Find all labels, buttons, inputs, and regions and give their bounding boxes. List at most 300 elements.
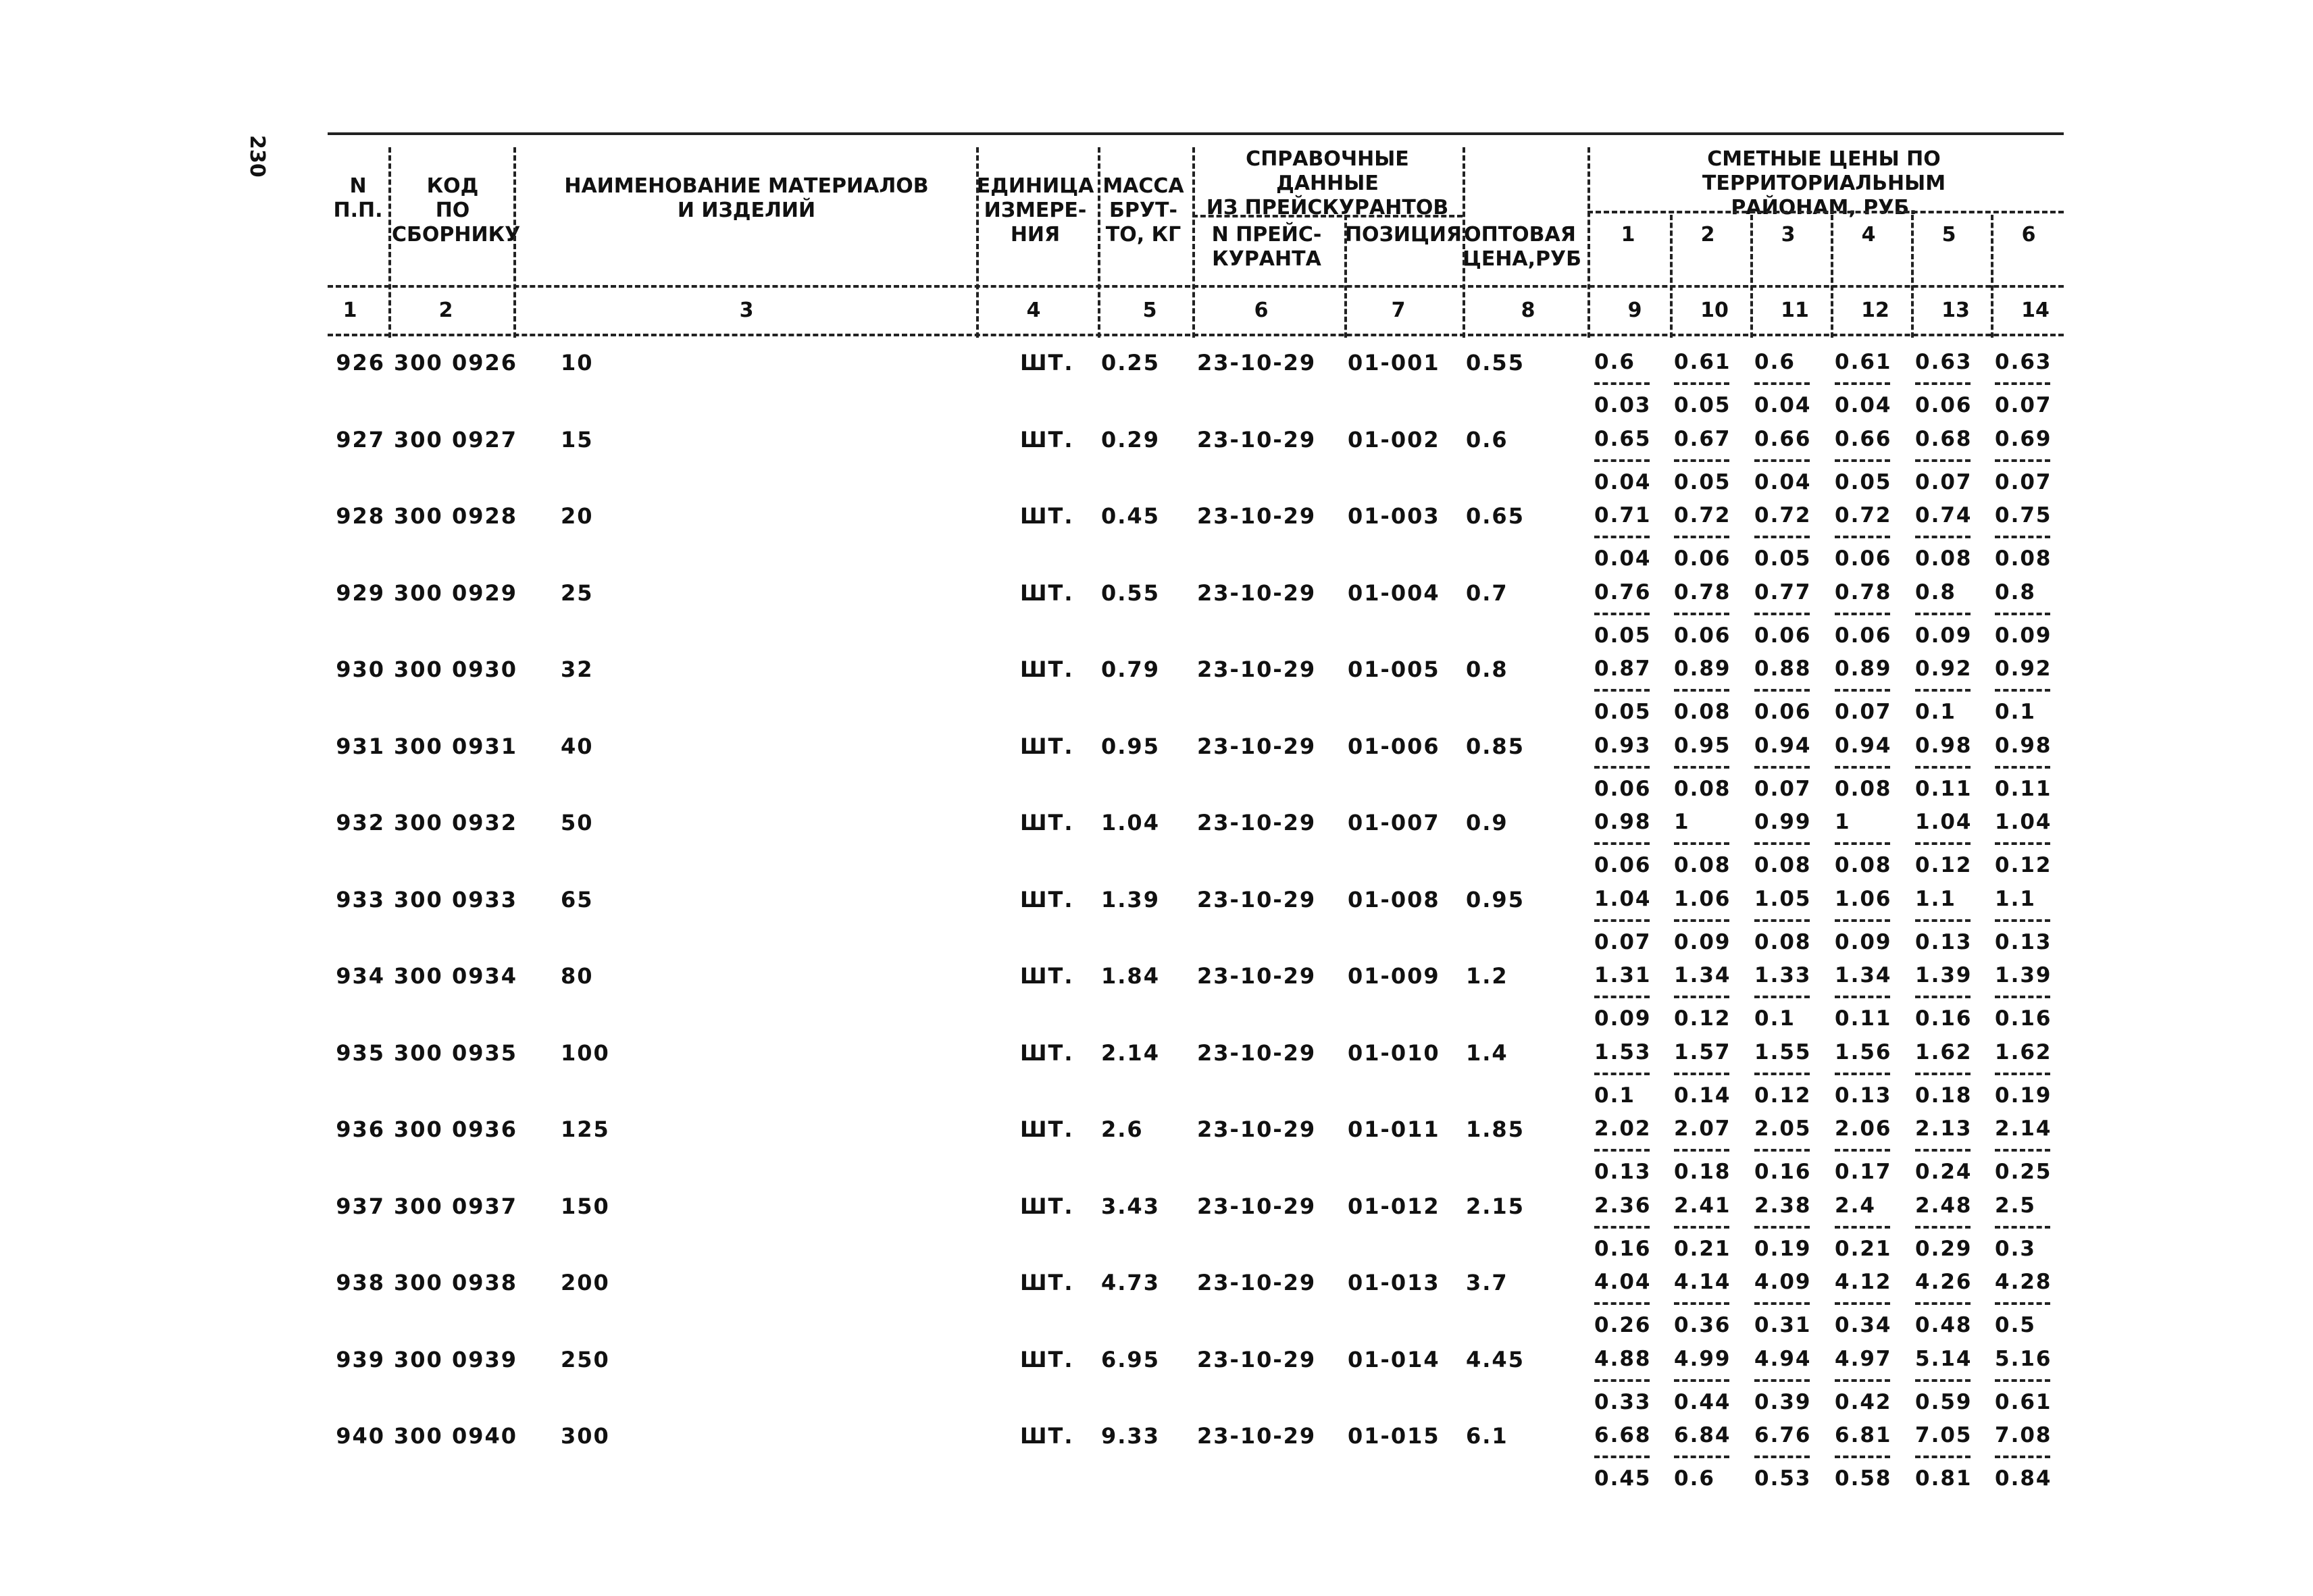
row-district-price-secondary: 0.07 xyxy=(1915,469,1973,494)
column-divider xyxy=(388,147,391,338)
row-material-name: 40 xyxy=(561,733,594,759)
row-position: 01-001 xyxy=(1348,350,1440,376)
row-district-price-secondary: 0.03 xyxy=(1594,393,1652,417)
row-district-price: 0.75 xyxy=(1995,503,2052,527)
row-district-price: 0.65 xyxy=(1594,426,1652,451)
fraction-line xyxy=(1674,1226,1729,1229)
header-position: ПОЗИЦИЯ xyxy=(1344,223,1463,247)
row-district-price-secondary: 0.06 xyxy=(1594,776,1652,801)
row-district-price: 1.57 xyxy=(1674,1039,1731,1064)
header-subrule-est xyxy=(1587,211,2064,213)
row-district-price: 2.07 xyxy=(1674,1116,1731,1141)
row-number: 940 xyxy=(336,1423,385,1449)
column-number: 4 xyxy=(1026,299,1041,322)
header-n-pp: N П.П. xyxy=(333,174,383,222)
row-wholesale-price: 1.4 xyxy=(1466,1039,1508,1066)
row-district-price: 0.71 xyxy=(1594,503,1652,527)
header-name: НАИМЕНОВАНИЕ МАТЕРИАЛОВ И ИЗДЕЛИЙ xyxy=(564,174,929,222)
row-wholesale-price: 0.65 xyxy=(1466,503,1525,529)
row-district-price-secondary: 0.09 xyxy=(1674,929,1731,954)
row-position: 01-010 xyxy=(1348,1039,1440,1066)
row-district-price-secondary: 0.21 xyxy=(1674,1236,1731,1261)
district-header: 3 xyxy=(1781,223,1796,247)
fraction-line xyxy=(1915,1073,1971,1075)
row-district-price-secondary: 0.06 xyxy=(1674,546,1731,571)
fraction-line xyxy=(1915,689,1971,692)
fraction-line xyxy=(1594,842,1650,845)
row-number: 938 xyxy=(336,1270,385,1295)
row-district-price: 0.92 xyxy=(1995,657,2052,681)
row-mass: 0.55 xyxy=(1101,580,1160,606)
fraction-line xyxy=(1754,536,1810,538)
row-number: 927 xyxy=(336,426,385,453)
fraction-line xyxy=(1835,1456,1890,1458)
fraction-line xyxy=(1594,689,1650,692)
row-code: 300 0931 xyxy=(394,733,517,759)
row-district-price-secondary: 0.08 xyxy=(1995,546,2052,571)
row-district-price-secondary: 0.06 xyxy=(1915,393,1973,417)
row-position: 01-015 xyxy=(1348,1423,1440,1449)
fraction-line xyxy=(1995,689,2050,692)
fraction-line xyxy=(1594,766,1650,769)
row-mass: 4.73 xyxy=(1101,1270,1160,1295)
row-mass: 0.45 xyxy=(1101,503,1160,529)
row-district-price: 4.12 xyxy=(1835,1270,1892,1294)
row-unit: ШТ. xyxy=(1020,350,1074,376)
row-mass: 0.95 xyxy=(1101,733,1160,759)
fraction-line xyxy=(1594,1379,1650,1382)
fraction-line xyxy=(1915,613,1971,615)
row-code: 300 0927 xyxy=(394,426,517,453)
row-wholesale-price: 6.1 xyxy=(1466,1423,1508,1449)
row-number: 939 xyxy=(336,1346,385,1372)
fraction-line xyxy=(1915,382,1971,385)
fraction-line xyxy=(1995,996,2050,998)
row-district-price-secondary: 0.42 xyxy=(1835,1389,1892,1414)
row-wholesale-price: 1.85 xyxy=(1466,1116,1525,1142)
row-district-price: 0.67 xyxy=(1674,426,1731,451)
fraction-line xyxy=(1594,459,1650,462)
row-district-price-secondary: 0.39 xyxy=(1754,1389,1812,1414)
fraction-line xyxy=(1754,1302,1810,1305)
row-district-price-secondary: 0.19 xyxy=(1754,1236,1812,1261)
row-district-price-secondary: 0.14 xyxy=(1674,1083,1731,1108)
row-district-price-secondary: 0.12 xyxy=(1995,853,2052,877)
column-number: 12 xyxy=(1861,299,1889,322)
row-price-list: 23-10-29 xyxy=(1197,503,1317,529)
column-number: 7 xyxy=(1391,299,1406,322)
fraction-line xyxy=(1835,536,1890,538)
row-district-price: 2.13 xyxy=(1915,1116,1973,1141)
row-position: 01-004 xyxy=(1348,580,1440,606)
fraction-line xyxy=(1995,1073,2050,1075)
row-mass: 2.14 xyxy=(1101,1039,1160,1066)
row-code: 300 0935 xyxy=(394,1039,517,1066)
fraction-line xyxy=(1754,1149,1810,1152)
fraction-line xyxy=(1835,1149,1890,1152)
fraction-line xyxy=(1594,1149,1650,1152)
header-reference-data: СПРАВОЧНЫЕ ДАННЫЕ ИЗ ПРЕЙСКУРАНТОВ xyxy=(1206,147,1449,220)
row-district-price: 0.77 xyxy=(1754,580,1812,604)
row-district-price-secondary: 0.25 xyxy=(1995,1160,2052,1184)
row-number: 926 xyxy=(336,350,385,376)
row-district-price-secondary: 0.06 xyxy=(1835,546,1892,571)
row-district-price: 0.8 xyxy=(1915,580,1956,604)
row-district-price-secondary: 0.11 xyxy=(1995,776,2052,801)
row-district-price: 0.78 xyxy=(1674,580,1731,604)
row-number: 928 xyxy=(336,503,385,529)
column-divider xyxy=(1587,147,1590,338)
row-price-list: 23-10-29 xyxy=(1197,1346,1317,1372)
row-district-price-secondary: 0.1 xyxy=(1754,1006,1796,1031)
fraction-line xyxy=(1594,613,1650,615)
header-code: КОД ПО СБОРНИКУ xyxy=(392,174,521,247)
row-district-price-secondary: 0.05 xyxy=(1674,393,1731,417)
row-district-price: 1.34 xyxy=(1674,963,1731,987)
header-wholesale-price: ОПТОВАЯ ЦЕНА,РУБ xyxy=(1463,223,1582,271)
district-header: 6 xyxy=(2021,223,2036,247)
fraction-line xyxy=(1594,1456,1650,1458)
row-district-price: 0.6 xyxy=(1594,350,1635,374)
fraction-line xyxy=(1915,996,1971,998)
row-mass: 6.95 xyxy=(1101,1346,1160,1372)
row-district-price-secondary: 0.05 xyxy=(1835,469,1892,494)
row-district-price: 0.87 xyxy=(1594,657,1652,681)
row-district-price: 0.95 xyxy=(1674,733,1731,758)
fraction-line xyxy=(1674,1379,1729,1382)
row-district-price-secondary: 0.18 xyxy=(1674,1160,1731,1184)
fraction-line xyxy=(1674,1149,1729,1152)
row-district-price: 1.53 xyxy=(1594,1039,1652,1064)
row-code: 300 0928 xyxy=(394,503,517,529)
header-estimated-prices: СМЕТНЫЕ ЦЕНЫ ПО ТЕРРИТОРИАЛЬНЫМ РАЙОНАМ, РУБ. xyxy=(1702,147,1946,220)
row-district-price-secondary: 0.08 xyxy=(1674,700,1731,724)
column-divider xyxy=(1911,215,1914,338)
row-district-price: 0.69 xyxy=(1995,426,2052,451)
row-unit: ШТ. xyxy=(1020,503,1074,529)
row-position: 01-012 xyxy=(1348,1193,1440,1219)
row-position: 01-011 xyxy=(1348,1116,1440,1142)
fraction-line xyxy=(1754,1073,1810,1075)
fraction-line xyxy=(1835,766,1890,769)
fraction-line xyxy=(1594,382,1650,385)
row-district-price: 0.99 xyxy=(1754,810,1812,834)
row-district-price: 2.38 xyxy=(1754,1193,1812,1218)
row-district-price: 0.89 xyxy=(1674,657,1731,681)
fraction-line xyxy=(1674,536,1729,538)
row-district-price-secondary: 0.07 xyxy=(1995,469,2052,494)
row-district-price: 6.81 xyxy=(1835,1423,1892,1447)
row-unit: ШТ. xyxy=(1020,1116,1074,1142)
row-district-price: 2.5 xyxy=(1995,1193,2036,1218)
row-district-price-secondary: 0.1 xyxy=(1915,700,1956,724)
row-material-name: 100 xyxy=(561,1039,610,1066)
row-district-price: 0.94 xyxy=(1754,733,1812,758)
row-material-name: 50 xyxy=(561,810,594,835)
row-district-price-secondary: 0.33 xyxy=(1594,1389,1652,1414)
row-district-price: 0.98 xyxy=(1915,733,1973,758)
row-district-price: 1.62 xyxy=(1995,1039,2052,1064)
row-number: 933 xyxy=(336,886,385,912)
row-district-price-secondary: 0.06 xyxy=(1674,623,1731,648)
column-divider xyxy=(1831,215,1833,338)
row-price-list: 23-10-29 xyxy=(1197,580,1317,606)
row-district-price: 4.28 xyxy=(1995,1270,2052,1294)
row-price-list: 23-10-29 xyxy=(1197,1116,1317,1142)
row-material-name: 250 xyxy=(561,1346,610,1372)
row-district-price-secondary: 0.12 xyxy=(1674,1006,1731,1031)
row-district-price: 0.72 xyxy=(1754,503,1812,527)
row-district-price: 0.94 xyxy=(1835,733,1892,758)
row-wholesale-price: 0.85 xyxy=(1466,733,1525,759)
row-district-price-secondary: 0.11 xyxy=(1915,776,1973,801)
fraction-line xyxy=(1674,919,1729,922)
row-district-price-secondary: 0.12 xyxy=(1754,1083,1812,1108)
row-price-list: 23-10-29 xyxy=(1197,1039,1317,1066)
row-price-list: 23-10-29 xyxy=(1197,657,1317,682)
row-district-price-secondary: 0.36 xyxy=(1674,1313,1731,1337)
row-district-price-secondary: 0.08 xyxy=(1754,929,1812,954)
row-number: 937 xyxy=(336,1193,385,1219)
fraction-line xyxy=(1674,996,1729,998)
fraction-line xyxy=(1754,382,1810,385)
fraction-line xyxy=(1835,842,1890,845)
row-unit: ШТ. xyxy=(1020,1193,1074,1219)
row-code: 300 0930 xyxy=(394,657,517,682)
row-wholesale-price: 0.95 xyxy=(1466,886,1525,912)
row-district-price: 1.55 xyxy=(1754,1039,1812,1064)
fraction-line xyxy=(1674,1302,1729,1305)
row-district-price: 2.36 xyxy=(1594,1193,1652,1218)
row-district-price-secondary: 0.08 xyxy=(1674,853,1731,877)
column-divider xyxy=(976,147,979,338)
fraction-line xyxy=(1995,1456,2050,1458)
row-code: 300 0940 xyxy=(394,1423,517,1449)
page-number: 230 xyxy=(245,135,269,178)
header-bottom-rule xyxy=(328,285,2064,288)
row-district-price-secondary: 0.11 xyxy=(1835,1006,1892,1031)
row-district-price: 4.97 xyxy=(1835,1346,1892,1371)
row-material-name: 20 xyxy=(561,503,594,529)
row-district-price-secondary: 0.81 xyxy=(1915,1466,1973,1491)
row-price-list: 23-10-29 xyxy=(1197,1193,1317,1219)
row-unit: ШТ. xyxy=(1020,733,1074,759)
row-district-price: 0.74 xyxy=(1915,503,1973,527)
row-district-price-secondary: 0.08 xyxy=(1754,853,1812,877)
column-divider xyxy=(1192,147,1195,338)
fraction-line xyxy=(1754,766,1810,769)
fraction-line xyxy=(1594,919,1650,922)
row-code: 300 0932 xyxy=(394,810,517,835)
row-district-price: 0.72 xyxy=(1835,503,1892,527)
row-district-price: 7.08 xyxy=(1995,1423,2052,1447)
row-district-price-secondary: 0.05 xyxy=(1754,546,1812,571)
fraction-line xyxy=(1915,842,1971,845)
row-district-price: 4.09 xyxy=(1754,1270,1812,1294)
column-number: 5 xyxy=(1142,299,1157,322)
row-district-price-secondary: 0.13 xyxy=(1915,929,1973,954)
row-mass: 9.33 xyxy=(1101,1423,1160,1449)
row-district-price-secondary: 0.05 xyxy=(1674,469,1731,494)
row-district-price: 6.68 xyxy=(1594,1423,1652,1447)
fraction-line xyxy=(1915,766,1971,769)
row-district-price-secondary: 0.26 xyxy=(1594,1313,1652,1337)
row-district-price: 1.39 xyxy=(1915,963,1973,987)
header-price-list-number: N ПРЕЙС- КУРАНТА xyxy=(1211,223,1322,271)
row-district-price: 1.04 xyxy=(1594,886,1652,911)
fraction-line xyxy=(1594,536,1650,538)
row-wholesale-price: 0.55 xyxy=(1466,350,1525,376)
row-district-price-secondary: 0.6 xyxy=(1674,1466,1715,1491)
row-district-price-secondary: 0.04 xyxy=(1754,469,1812,494)
row-unit: ШТ. xyxy=(1020,426,1074,453)
row-district-price: 1.05 xyxy=(1754,886,1812,911)
row-district-price: 2.14 xyxy=(1995,1116,2052,1141)
row-unit: ШТ. xyxy=(1020,580,1074,606)
fraction-line xyxy=(1915,536,1971,538)
fraction-line xyxy=(1995,1379,2050,1382)
column-divider xyxy=(1098,147,1100,338)
fraction-line xyxy=(1754,613,1810,615)
fraction-line xyxy=(1754,1379,1810,1382)
row-material-name: 300 xyxy=(561,1423,610,1449)
row-material-name: 10 xyxy=(561,350,594,376)
row-district-price-secondary: 0.13 xyxy=(1594,1160,1652,1184)
fraction-line xyxy=(1995,613,2050,615)
row-district-price: 1.31 xyxy=(1594,963,1652,987)
row-unit: ШТ. xyxy=(1020,810,1074,835)
row-material-name: 65 xyxy=(561,886,594,912)
row-district-price-secondary: 0.5 xyxy=(1995,1313,2036,1337)
row-wholesale-price: 0.9 xyxy=(1466,810,1508,835)
column-divider xyxy=(1991,215,1993,338)
row-position: 01-006 xyxy=(1348,733,1440,759)
row-district-price: 0.76 xyxy=(1594,580,1652,604)
row-code: 300 0937 xyxy=(394,1193,517,1219)
row-position: 01-013 xyxy=(1348,1270,1440,1295)
row-district-price: 1.1 xyxy=(1915,886,1956,911)
row-district-price-secondary: 0.09 xyxy=(1995,623,2052,648)
row-district-price: 1.06 xyxy=(1674,886,1731,911)
row-district-price-secondary: 0.07 xyxy=(1594,929,1652,954)
row-district-price-secondary: 0.16 xyxy=(1995,1006,2052,1031)
row-district-price-secondary: 0.58 xyxy=(1835,1466,1892,1491)
row-district-price-secondary: 0.17 xyxy=(1835,1160,1892,1184)
row-district-price-secondary: 0.07 xyxy=(1995,393,2052,417)
row-district-price: 0.61 xyxy=(1674,350,1731,374)
column-number: 6 xyxy=(1254,299,1269,322)
row-district-price-secondary: 0.24 xyxy=(1915,1160,1973,1184)
fraction-line xyxy=(1835,689,1890,692)
fraction-line xyxy=(1674,842,1729,845)
column-divider xyxy=(1344,215,1347,338)
row-material-name: 15 xyxy=(561,426,594,453)
row-district-price-secondary: 0.53 xyxy=(1754,1466,1812,1491)
fraction-line xyxy=(1754,1226,1810,1229)
header-unit: ЕДИНИЦА ИЗМЕРЕ- НИЯ xyxy=(976,174,1094,247)
row-district-price-secondary: 0.04 xyxy=(1594,469,1652,494)
row-district-price: 4.14 xyxy=(1674,1270,1731,1294)
row-district-price: 2.06 xyxy=(1835,1116,1892,1141)
row-district-price: 5.14 xyxy=(1915,1346,1973,1371)
column-divider xyxy=(1670,215,1673,338)
district-header: 2 xyxy=(1700,223,1715,247)
row-district-price: 1.04 xyxy=(1915,810,1973,834)
row-mass: 0.79 xyxy=(1101,657,1160,682)
fraction-line xyxy=(1594,1226,1650,1229)
row-unit: ШТ. xyxy=(1020,1423,1074,1449)
row-number: 936 xyxy=(336,1116,385,1142)
fraction-line xyxy=(1594,996,1650,998)
fraction-line xyxy=(1594,1302,1650,1305)
row-mass: 1.84 xyxy=(1101,963,1160,989)
row-wholesale-price: 0.8 xyxy=(1466,657,1508,682)
row-district-price: 0.63 xyxy=(1915,350,1973,374)
fraction-line xyxy=(1674,382,1729,385)
row-district-price: 0.93 xyxy=(1594,733,1652,758)
row-district-price: 0.66 xyxy=(1835,426,1892,451)
row-price-list: 23-10-29 xyxy=(1197,1270,1317,1295)
row-district-price-secondary: 0.07 xyxy=(1754,776,1812,801)
district-header: 5 xyxy=(1941,223,1956,247)
row-position: 01-009 xyxy=(1348,963,1440,989)
row-district-price-secondary: 0.09 xyxy=(1594,1006,1652,1031)
fraction-line xyxy=(1674,766,1729,769)
fraction-line xyxy=(1835,459,1890,462)
row-number: 935 xyxy=(336,1039,385,1066)
row-wholesale-price: 4.45 xyxy=(1466,1346,1525,1372)
row-mass: 1.39 xyxy=(1101,886,1160,912)
row-district-price: 4.04 xyxy=(1594,1270,1652,1294)
fraction-line xyxy=(1835,996,1890,998)
row-price-list: 23-10-29 xyxy=(1197,963,1317,989)
row-district-price: 1.56 xyxy=(1835,1039,1892,1064)
row-district-price: 0.92 xyxy=(1915,657,1973,681)
row-mass: 1.04 xyxy=(1101,810,1160,835)
column-number: 11 xyxy=(1781,299,1809,322)
row-unit: ШТ. xyxy=(1020,657,1074,682)
row-mass: 3.43 xyxy=(1101,1193,1160,1219)
row-district-price: 1.04 xyxy=(1995,810,2052,834)
row-district-price: 2.4 xyxy=(1835,1193,1876,1218)
fraction-line xyxy=(1754,842,1810,845)
row-district-price: 0.6 xyxy=(1754,350,1796,374)
row-district-price: 0.78 xyxy=(1835,580,1892,604)
row-district-price: 0.72 xyxy=(1674,503,1731,527)
fraction-line xyxy=(1995,1302,2050,1305)
row-material-name: 25 xyxy=(561,580,594,606)
row-district-price: 1.1 xyxy=(1995,886,2036,911)
row-number: 931 xyxy=(336,733,385,759)
row-number: 934 xyxy=(336,963,385,989)
fraction-line xyxy=(1754,459,1810,462)
column-divider xyxy=(1750,215,1753,338)
row-district-price-secondary: 0.31 xyxy=(1754,1313,1812,1337)
row-district-price: 2.48 xyxy=(1915,1193,1973,1218)
fraction-line xyxy=(1995,1226,2050,1229)
fraction-line xyxy=(1674,459,1729,462)
row-position: 01-002 xyxy=(1348,426,1440,453)
row-district-price: 0.63 xyxy=(1995,350,2052,374)
column-divider xyxy=(1463,147,1465,338)
fraction-line xyxy=(1915,919,1971,922)
header-subrule-ref xyxy=(1192,215,1463,217)
row-unit: ШТ. xyxy=(1020,886,1074,912)
header-top-rule xyxy=(328,132,2064,135)
row-code: 300 0933 xyxy=(394,886,517,912)
fraction-line xyxy=(1835,919,1890,922)
row-district-price: 1.33 xyxy=(1754,963,1812,987)
